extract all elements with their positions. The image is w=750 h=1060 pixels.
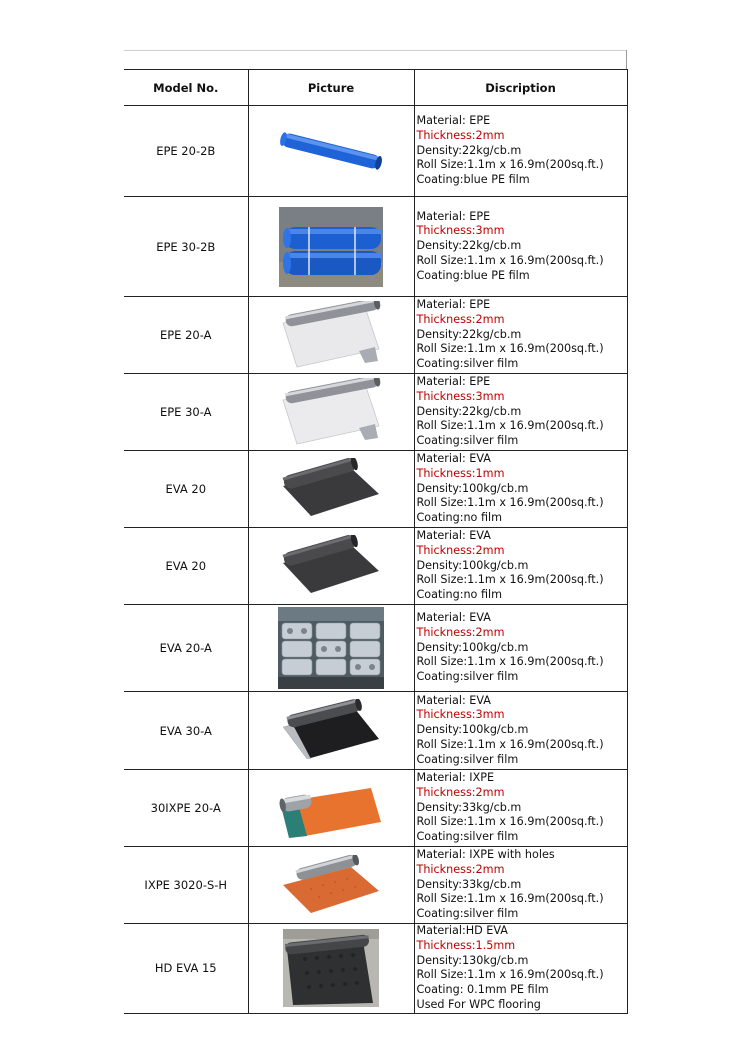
table-row <box>124 528 627 605</box>
product-picture-cell <box>248 605 414 692</box>
model-number: EVA 20 <box>124 451 248 528</box>
description-line: Material: EVA <box>416 529 491 542</box>
table-row <box>124 106 627 197</box>
table-header-row <box>124 70 627 106</box>
product-picture-cell <box>248 106 414 197</box>
thickness-line: Thickness:3mm <box>416 708 505 722</box>
blue-foam-rolls-stack-image <box>279 207 383 287</box>
blue-foam-roll-image <box>276 126 386 176</box>
model-number: EPE 30-A <box>124 374 248 451</box>
product-picture-cell <box>248 528 414 605</box>
description-cell <box>414 297 627 374</box>
description-line: Density:22kg/cb.m <box>416 327 522 341</box>
description-line: Roll Size:1.1m x 16.9m(200sq.ft.) <box>416 253 604 267</box>
thickness-line: Thickness:3mm <box>416 224 505 238</box>
top-rule-stub <box>626 50 627 69</box>
hd-eva-roll-image <box>283 929 379 1007</box>
thickness-line: Thickness:2mm <box>416 128 505 142</box>
description-line: Density:22kg/cb.m <box>416 404 522 418</box>
description-line: Material: EVA <box>416 611 491 624</box>
product-picture-cell <box>248 924 414 1014</box>
table-row <box>124 924 627 1014</box>
product-picture-cell <box>248 770 414 847</box>
description-line: Roll Size:1.1m x 16.9m(200sq.ft.) <box>416 342 604 356</box>
table-row <box>124 605 627 692</box>
silver-film-roll-image <box>279 301 383 369</box>
black-eva-roll-image <box>281 458 381 520</box>
table-row <box>124 770 627 847</box>
description-line: Roll Size:1.1m x 16.9m(200sq.ft.) <box>416 496 604 510</box>
header-model: Model No. <box>124 70 248 106</box>
description-line: Material:HD EVA <box>416 924 508 937</box>
description-line: Roll Size:1.1m x 16.9m(200sq.ft.) <box>416 158 604 172</box>
description-line: Material: IXPE <box>416 771 495 784</box>
description-line: Coating:no film <box>416 511 503 525</box>
description-cell <box>414 847 627 924</box>
orange-ixpe-roll-image <box>279 778 383 838</box>
description-line: Roll Size:1.1m x 16.9m(200sq.ft.) <box>416 737 604 751</box>
description-line: Coating:silver film <box>416 907 519 921</box>
description-line: Roll Size:1.1m x 16.9m(200sq.ft.) <box>416 573 604 587</box>
black-silver-roll-image <box>281 699 381 763</box>
table-row <box>124 197 627 297</box>
description-line: Material: IXPE with holes <box>416 848 555 861</box>
description-cell <box>414 197 627 297</box>
description-line: Material: EPE <box>416 209 491 223</box>
description-line: Material: EVA <box>416 693 491 707</box>
orange-ixpe-roll-holes-image <box>281 855 381 915</box>
thickness-line: Thickness:2mm <box>416 862 505 876</box>
description-cell <box>414 106 627 197</box>
thickness-line: Thickness:2mm <box>416 625 505 639</box>
model-number: 30IXPE 20-A <box>124 770 248 847</box>
thickness-line: Thickness:1.5mm <box>416 938 516 952</box>
description-line: Coating:silver film <box>416 752 519 766</box>
thickness-line: Thickness:2mm <box>416 312 505 326</box>
header-description: Discription <box>414 70 627 106</box>
description-line: Roll Size:1.1m x 16.9m(200sq.ft.) <box>416 815 604 829</box>
description-line: Roll Size:1.1m x 16.9m(200sq.ft.) <box>416 968 604 982</box>
table-row <box>124 451 627 528</box>
model-number: HD EVA 15 <box>124 924 248 1014</box>
product-spec-table <box>124 69 628 1014</box>
header-picture: Picture <box>248 70 414 106</box>
model-number: EPE 20-2B <box>124 106 248 197</box>
description-cell <box>414 451 627 528</box>
product-picture-cell <box>248 451 414 528</box>
black-eva-roll-image <box>281 535 381 597</box>
description-line: Roll Size:1.1m x 16.9m(200sq.ft.) <box>416 892 604 906</box>
description-line: Density:100kg/cb.m <box>416 558 529 572</box>
description-line: Roll Size:1.1m x 16.9m(200sq.ft.) <box>416 655 604 669</box>
table-row <box>124 374 627 451</box>
description-line: Density:33kg/cb.m <box>416 877 522 891</box>
thickness-line: Thickness:2mm <box>416 785 505 799</box>
table-row <box>124 297 627 374</box>
thickness-line: Thickness:2mm <box>416 543 505 557</box>
description-cell <box>414 770 627 847</box>
model-number: IXPE 3020-S-H <box>124 847 248 924</box>
model-number: EPE 30-2B <box>124 197 248 297</box>
description-line: Density:130kg/cb.m <box>416 953 529 967</box>
description-line: Coating:blue PE film <box>416 268 530 282</box>
description-line: Coating:silver film <box>416 434 519 448</box>
product-picture-cell <box>248 847 414 924</box>
table-row <box>124 692 627 770</box>
description-line: Coating:silver film <box>416 357 519 371</box>
description-cell <box>414 528 627 605</box>
description-line: Density:100kg/cb.m <box>416 481 529 495</box>
description-line: Coating:blue PE film <box>416 173 530 187</box>
product-picture-cell <box>248 197 414 297</box>
description-line: Density:22kg/cb.m <box>416 143 522 157</box>
description-line: Material: EPE <box>416 375 491 388</box>
description-cell <box>414 692 627 770</box>
description-line: Material: EPE <box>416 114 491 127</box>
model-number: EPE 20-A <box>124 297 248 374</box>
description-line: Coating: 0.1mm PE film <box>416 983 549 997</box>
description-line: Density:22kg/cb.m <box>416 239 522 253</box>
thickness-line: Thickness:3mm <box>416 389 505 403</box>
description-cell <box>414 374 627 451</box>
description-line: Density:33kg/cb.m <box>416 800 522 814</box>
description-line: Roll Size:1.1m x 16.9m(200sq.ft.) <box>416 419 604 433</box>
top-rule <box>124 50 626 51</box>
thickness-line: Thickness:1mm <box>416 466 505 480</box>
description-line: Material: EPE <box>416 298 491 311</box>
model-number: EVA 30-A <box>124 692 248 770</box>
description-cell <box>414 605 627 692</box>
table-row <box>124 847 627 924</box>
description-line: Used For WPC flooring <box>416 997 541 1011</box>
model-number: EVA 20 <box>124 528 248 605</box>
silver-film-roll-image <box>279 378 383 446</box>
description-line: Coating:no film <box>416 588 503 602</box>
description-line: Coating:silver film <box>416 830 519 844</box>
model-number: EVA 20-A <box>124 605 248 692</box>
description-line: Density:100kg/cb.m <box>416 723 529 737</box>
description-line: Coating:silver film <box>416 670 519 684</box>
description-line: Density:100kg/cb.m <box>416 640 529 654</box>
product-picture-cell <box>248 692 414 770</box>
description-line: Material: EVA <box>416 452 491 465</box>
product-picture-cell <box>248 297 414 374</box>
description-cell <box>414 924 627 1014</box>
product-picture-cell <box>248 374 414 451</box>
warehouse-rolls-image <box>278 607 384 689</box>
